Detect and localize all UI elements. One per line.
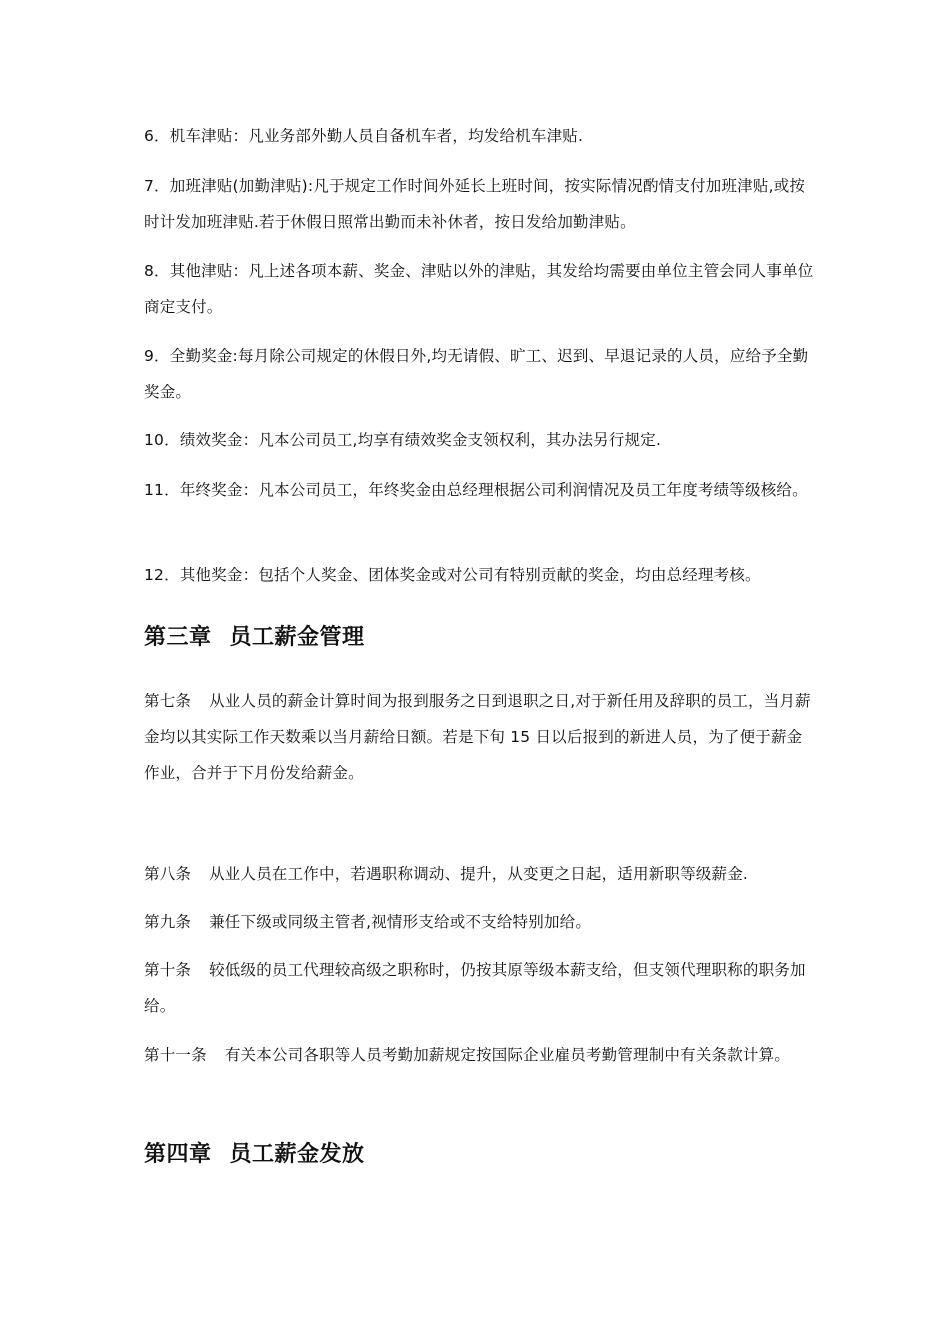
article-7-text: 从业人员的薪金计算时间为报到服务之日到退职之日,对于新任用及辞职的员工，当月薪金均以其实际工作天数乘以当月薪给日额。若是下旬 15 日以后报到的新进人员，为了便于薪金作业，合并于下月份发给薪金。 — [144, 692, 811, 782]
article-10 — [144, 952, 814, 1024]
paragraph-item-7: 7．加班津贴(加勤津贴):凡于规定工作时间外延长上班时间，按实际情况酌情支付加班津贴,或按时计发加班津贴.若于休假日照常出勤而未补休者，按日发给加勤津贴。 — [144, 177, 806, 231]
paragraph-item-8: 8．其他津贴：凡上述各项本薪、奖金、津贴以外的津贴，其发给均需要由单位主管会同人事单位商定支付。 — [144, 262, 814, 316]
article-11-text: 有关本公司各职等人员考勤加薪规定按国际企业雇员考勤管理制中有关条款计算。 — [224, 1046, 791, 1064]
article-9 — [144, 904, 814, 940]
article-7-label: 第七条 — [144, 692, 192, 710]
paragraph-item-10: 10．绩效奖金：凡本公司员工,均享有绩效奖金支领权利，其办法另行规定. — [144, 431, 662, 449]
chapter-4-heading — [144, 1139, 814, 1171]
article-10-label: 第十条 — [144, 961, 192, 979]
article-11 — [144, 1037, 814, 1073]
paragraph-item-6: 6．机车津贴：凡业务部外勤人员自备机车者，均发给机车津贴. — [144, 127, 584, 145]
paragraph-item-11: 11．年终奖金：凡本公司员工，年终奖金由总经理根据公司利润情况及员工年度考绩等级核给。 — [144, 481, 808, 499]
article-7 — [144, 683, 814, 791]
chapter-3-heading — [144, 622, 814, 654]
paragraph-item-9: 9．全勤奖金:每月除公司规定的休假日外,均无请假、旷工、迟到、早退记录的人员，应给予全勤奖金。 — [144, 347, 809, 401]
article-9-label: 第九条 — [144, 913, 192, 931]
article-8 — [144, 856, 814, 892]
article-9-text: 兼任下级或同级主管者,视情形支给或不支给特别加给。 — [209, 913, 592, 931]
article-11-label: 第十一条 — [144, 1046, 207, 1064]
article-8-text: 从业人员在工作中，若遇职称调动、提升，从变更之日起，适用新职等级薪金. — [209, 865, 749, 883]
article-10-text: 较低级的员工代理较高级之职称时，仍按其原等级本薪支给，但支领代理职称的职务加给。 — [144, 961, 806, 1015]
article-8-label: 第八条 — [144, 865, 192, 883]
chapter-4-title: 员工薪金发放 — [229, 1142, 365, 1167]
chapter-4-number: 第四章 — [144, 1142, 212, 1167]
chapter-3-title: 员工薪金管理 — [229, 625, 365, 650]
chapter-3-number: 第三章 — [144, 625, 212, 650]
paragraph-item-12: 12．其他奖金：包括个人奖金、团体奖金或对公司有特别贡献的奖金，均由总经理考核。 — [144, 566, 761, 584]
